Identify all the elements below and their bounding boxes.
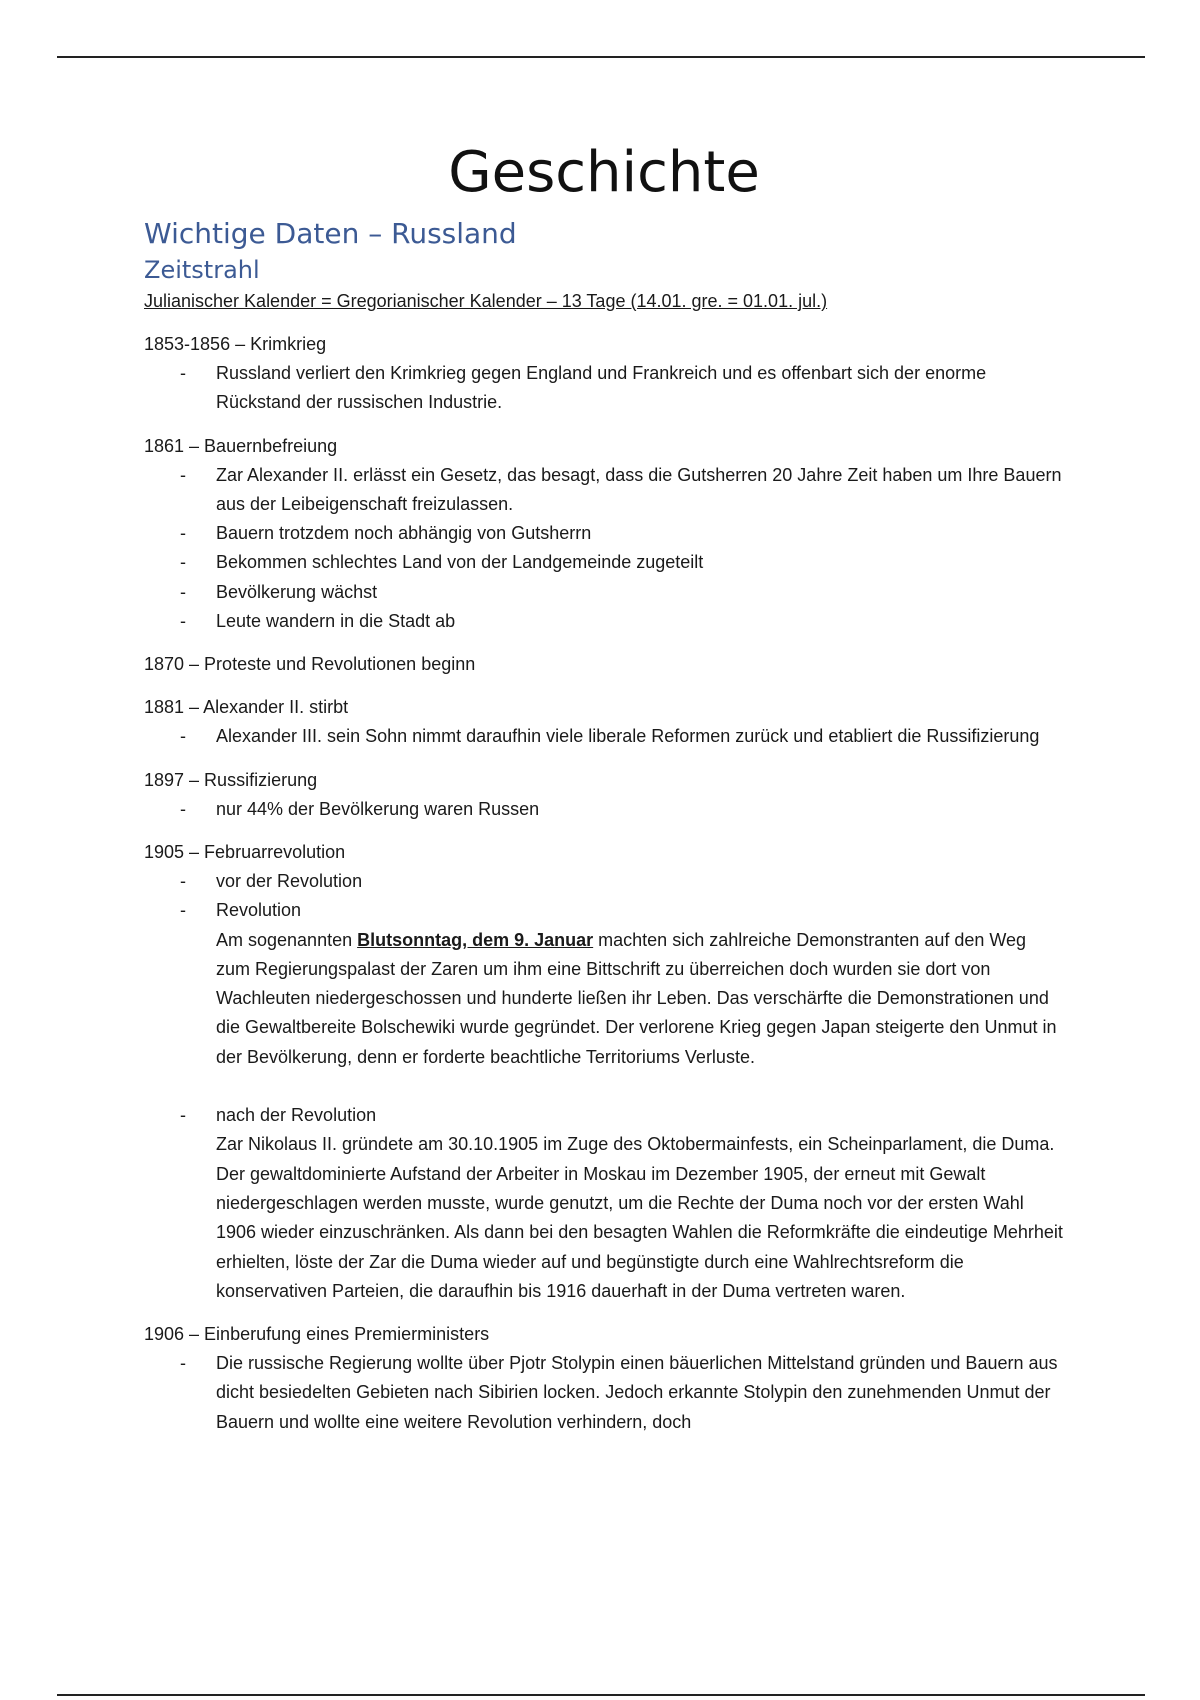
entry-heading: 1906 – Einberufung eines Premierministers <box>144 1324 490 1345</box>
list-item <box>144 578 1064 607</box>
calendar-note: Julianischer Kalender = Gregorianischer Kalender – 13 Tage (14.01. gre. = 01.01. jul.) <box>144 291 828 311</box>
bullet-dash: - <box>180 1105 186 1126</box>
timeline-entry-1906 <box>144 1320 1064 1437</box>
spacer <box>216 1072 1064 1101</box>
bullet-dash: - <box>180 523 186 544</box>
bullet-text: Bevölkerung wächst <box>216 581 378 602</box>
bullet-text: nur 44% der Bevölkerung waren Russen <box>216 798 540 819</box>
header-rule <box>57 56 1145 58</box>
bullet-dash: - <box>180 1353 186 1374</box>
list-item <box>144 607 1064 636</box>
list-item <box>144 359 1064 418</box>
list-item <box>144 722 1064 751</box>
bullet-dash: - <box>180 363 186 383</box>
bullet-dash: - <box>180 870 186 891</box>
bullet-text: Revolution <box>216 900 302 921</box>
entry-heading: 1870 – Proteste und Revolutionen beginn <box>144 654 476 675</box>
list-item <box>144 519 1064 548</box>
entry-heading: 1905 – Februarrevolution <box>144 841 346 862</box>
bullet-text: Alexander III. sein Sohn nimmt daraufhin viele liberale Reformen zurück und etabliert die Russifizierung <box>216 726 1040 747</box>
list-item <box>144 896 1064 1101</box>
bullet-text: Russland verliert den Krimkrieg gegen England und Frankreich und es offenbart sich der enorme Rückstand der russischen Industrie. <box>216 363 987 413</box>
bullet-dash: - <box>180 900 186 921</box>
bullet-dash: - <box>180 552 186 573</box>
bullet-dash: - <box>180 798 186 819</box>
list-item <box>144 1101 1064 1306</box>
footer-rule <box>57 1694 1145 1696</box>
document-title: Geschichte <box>448 140 760 205</box>
list-item <box>144 461 1064 520</box>
bullet-dash: - <box>180 726 186 747</box>
bullet-text: Die russische Regierung wollte über Pjotr Stolypin einen bäuerlichen Mittelstand gründen und Bauern aus dicht besiedelten Gebieten nach Sibirien locken. Jedoch erkannte Stolypin den zunehmenden Unmut der Bauern und wollte eine weitere Revolution verhindern, doch <box>216 1353 1058 1432</box>
bullet-dash: - <box>180 581 186 602</box>
list-item <box>144 795 1064 824</box>
text-run: Am sogenannten <box>216 929 358 950</box>
timeline-entry-1905 <box>144 838 1064 1306</box>
bullet-text: Bauern trotzdem noch abhängig von Gutsherrn <box>216 523 592 544</box>
list-item <box>144 867 1064 896</box>
timeline-entry <box>144 432 1064 637</box>
text-run: machten sich zahlreiche Demonstranten auf den Weg zum Regierungspalast der Zaren um ihm eine Bittschrift zu überreichen doch wurden sie dort von Wachleuten niedergeschossen und hunderte ließen ihr Leben. Das verschärfte die Demonstrationen und die Gewaltbereite Bolschewiki wurde gegründet. Der verlorene Krieg gegen Japan steigerte den Unmut in der Bevölkerung, denn er forderte beachtliche Territoriums Verluste. <box>216 929 1057 1067</box>
bullet-text: Zar Alexander II. erlässt ein Gesetz, das besagt, dass die Gutsherren 20 Jahre Zeit haben um Ihre Bauern aus der Leibeigenschaft freizulassen. <box>216 464 1062 514</box>
list-item <box>144 1349 1064 1437</box>
bullet-dash: - <box>180 611 186 632</box>
timeline-entry <box>144 650 1064 679</box>
heading-wichtige-daten: Wichtige Daten – Russland <box>144 217 517 250</box>
list-item <box>144 548 1064 577</box>
timeline-entry <box>144 766 1064 824</box>
highlighted-date: Blutsonntag, dem 9. Januar <box>357 929 594 950</box>
paragraph-text: Zar Nikolaus II. gründete am 30.10.1905 im Zuge des Oktobermainfests, ein Scheinparlament, die Duma. Der gewaltdominierte Aufstand der Arbeiter in Moskau im Dezember 1905, der erneut mit Gewalt niedergeschlagen werden musste, wurde genutzt, um die Rechte der Duma noch vor der ersten Wahl 1906 wieder einzuschränken. Als dann bei den besagten Wahlen die Reformkräfte die eindeutige Mehrheit erhielten, löste der Zar die Duma wieder auf und begünstigte durch eine Wahlrechtsreform die konservativen Parteien, die daraufhin bis 1916 dauerhaft in der Duma vertreten waren. <box>216 1134 1063 1301</box>
timeline-entries <box>144 330 1064 824</box>
bullet-dash: - <box>180 464 186 485</box>
heading-zeitstrahl: Zeitstrahl <box>144 256 260 284</box>
timeline-entry <box>144 693 1064 751</box>
entry-heading: 1861 – Bauernbefreiung <box>144 435 338 456</box>
document-page <box>144 132 1064 1451</box>
bullet-text: Leute wandern in die Stadt ab <box>216 611 456 632</box>
entry-heading: 1881 – Alexander II. stirbt <box>144 697 349 718</box>
bullet-text: vor der Revolution <box>216 870 363 891</box>
bullet-text: nach der Revolution <box>216 1105 377 1126</box>
timeline-entry <box>144 330 1064 418</box>
entry-heading: 1897 – Russifizierung <box>144 769 318 790</box>
bullet-text: Bekommen schlechtes Land von der Landgemeinde zugeteilt <box>216 552 704 573</box>
paragraph-text <box>216 930 1056 1067</box>
entry-heading: 1853-1856 – Krimkrieg <box>144 334 327 354</box>
